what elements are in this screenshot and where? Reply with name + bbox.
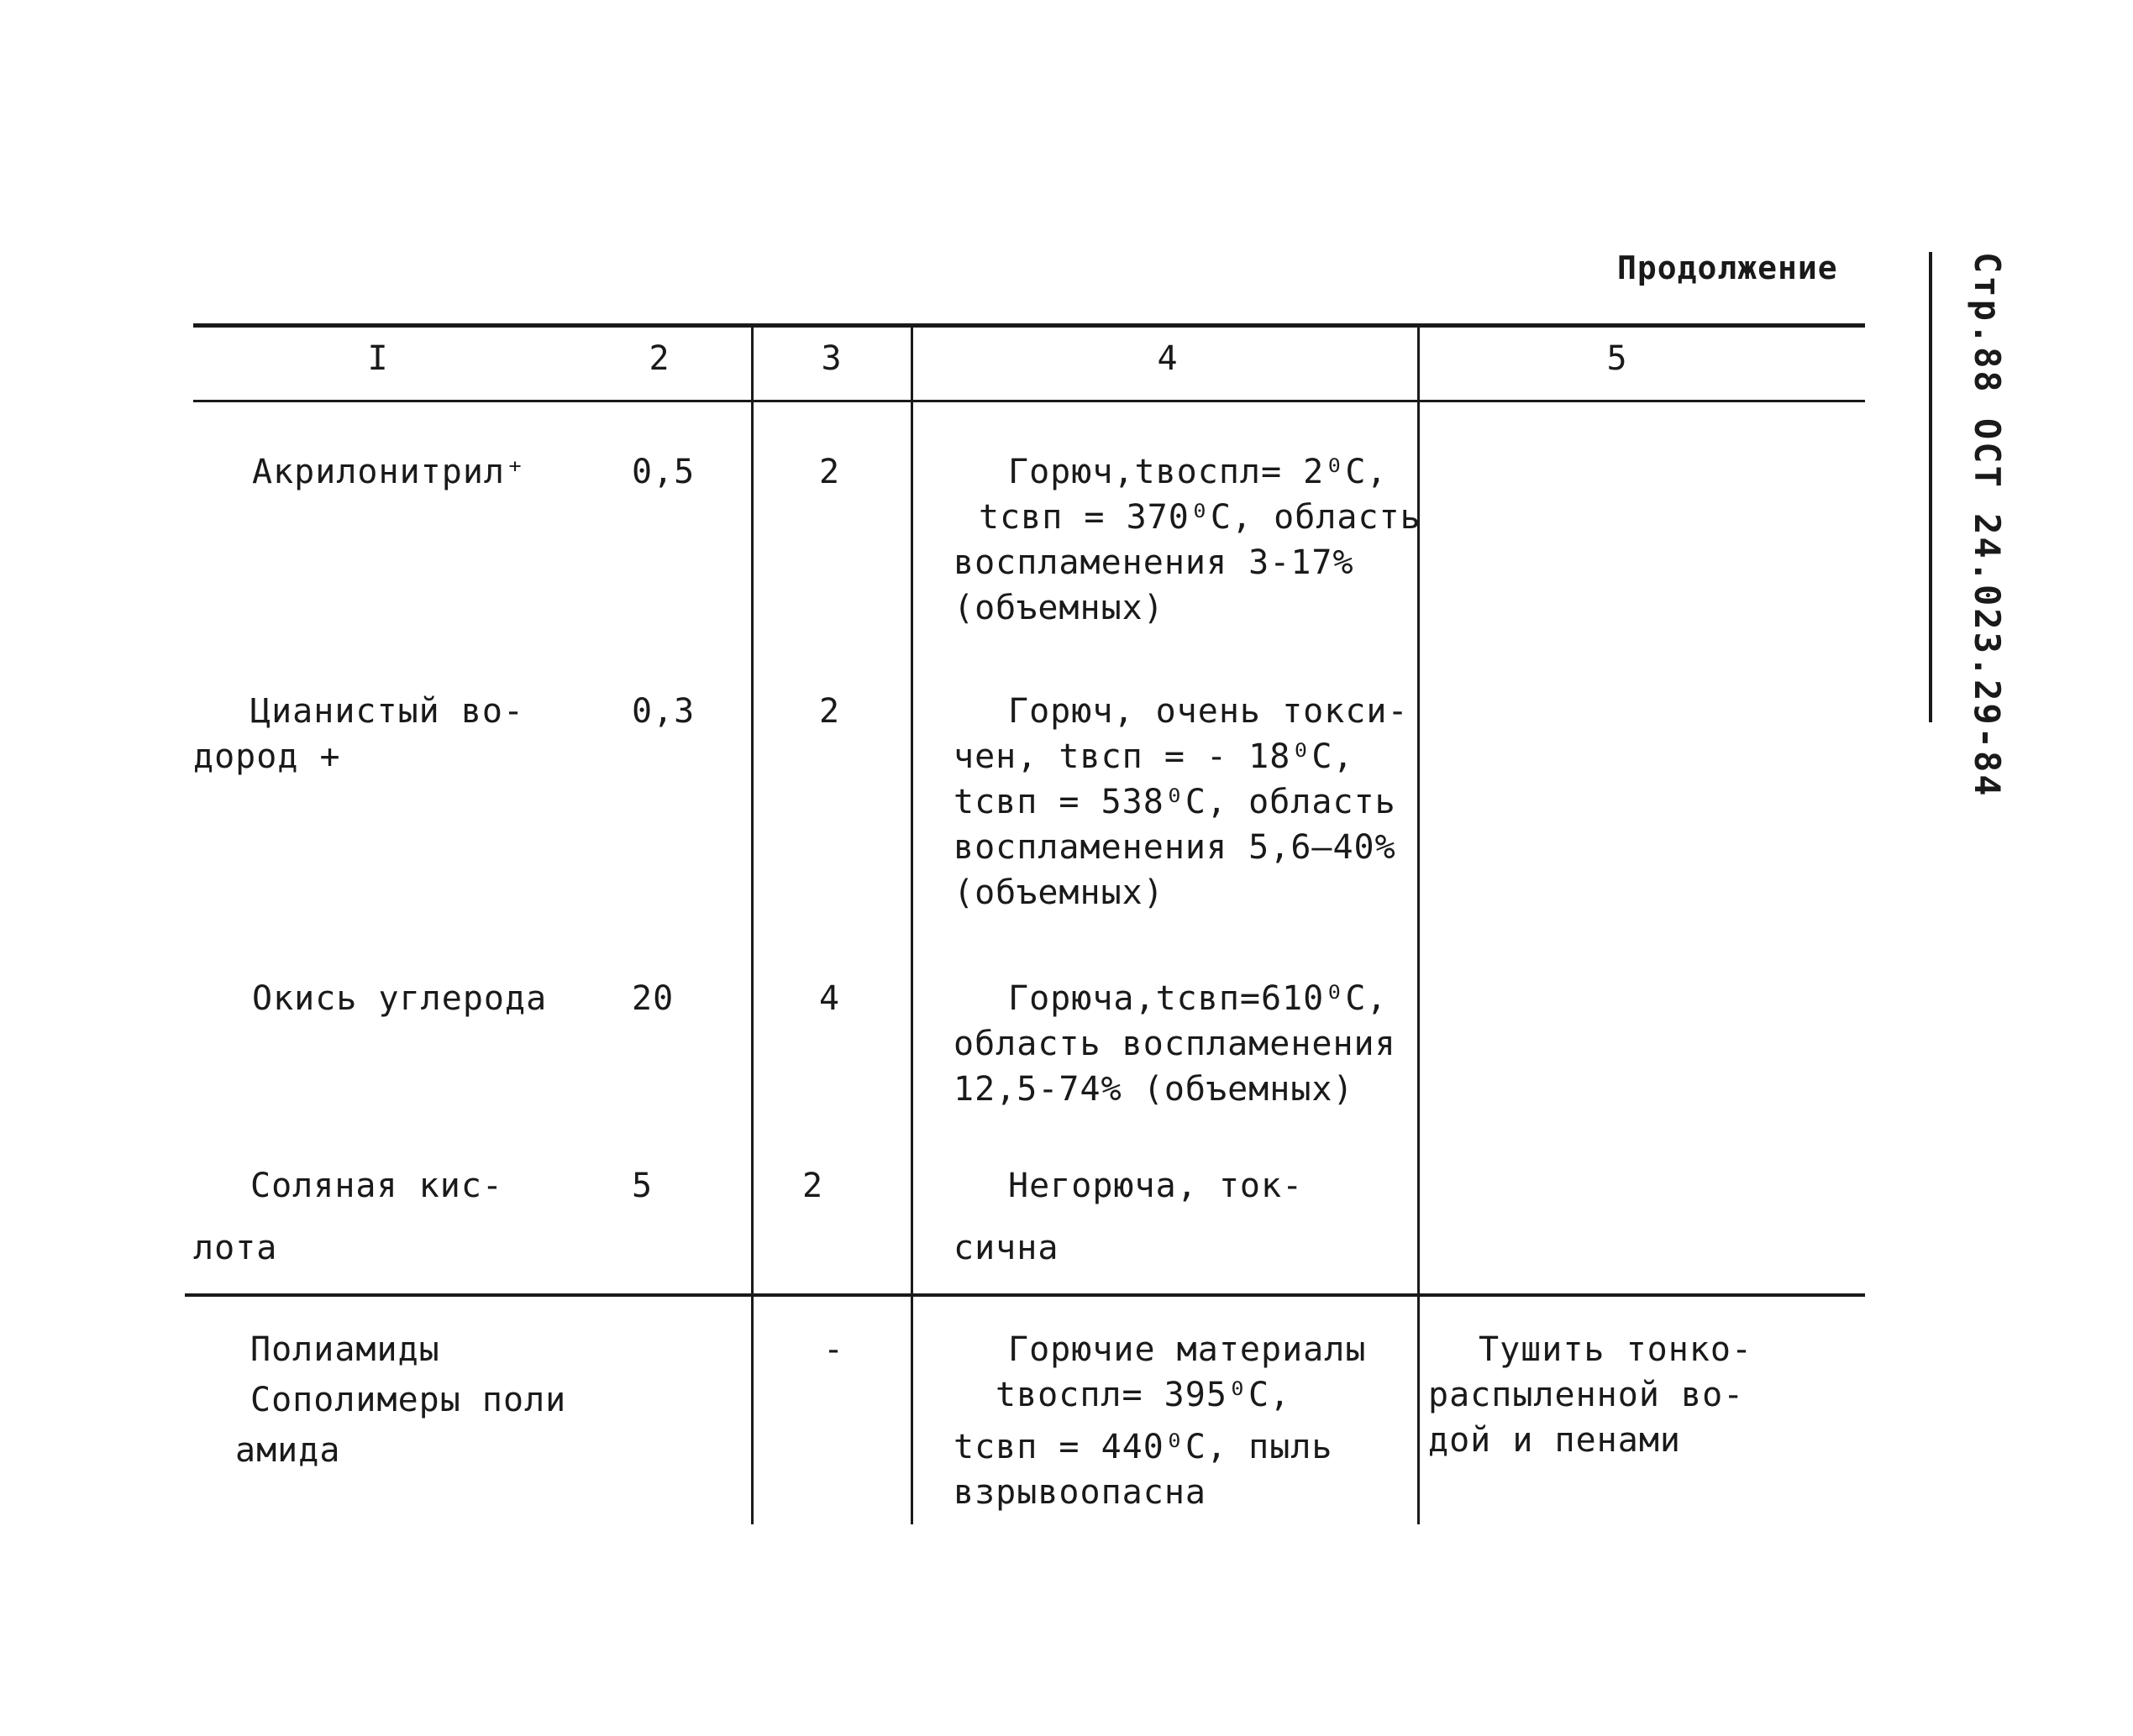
table-row-3-substance: Окись углерода bbox=[252, 979, 548, 1018]
table-group-rule bbox=[185, 1293, 1865, 1297]
column-header-3: 3 bbox=[821, 339, 843, 378]
table-row-4-substance: Соляная кис- лота bbox=[193, 1167, 503, 1267]
column-header-1: I bbox=[367, 339, 389, 378]
table-row-5-substance: Полиамиды Сополимеры поли амида bbox=[235, 1330, 567, 1470]
table-row-4-col2: 5 bbox=[632, 1167, 654, 1205]
table-row-2-col3: 2 bbox=[819, 692, 841, 731]
continuation-label: Продолжение bbox=[1617, 249, 1838, 286]
table-row-5-extinguishing: Тушить тонко- распыленной во- дой и пенами bbox=[1428, 1330, 1753, 1460]
column-header-4: 4 bbox=[1157, 339, 1179, 378]
table-row-5-col3: - bbox=[823, 1330, 845, 1369]
column-header-2: 2 bbox=[649, 339, 670, 378]
table-row-3-col2: 20 bbox=[632, 979, 675, 1018]
table-row-3-col3: 4 bbox=[819, 979, 841, 1018]
table-row-1-substance: Акрилонитрил⁺ bbox=[252, 453, 527, 491]
table-header-rule bbox=[193, 400, 1865, 402]
column-divider-4 bbox=[911, 323, 913, 1524]
column-header-5: 5 bbox=[1606, 339, 1628, 378]
table-row-2-col2: 0,3 bbox=[632, 692, 696, 731]
table-row-1-col2: 0,5 bbox=[632, 453, 696, 491]
side-rule bbox=[1929, 252, 1932, 722]
table-row-2-properties: Горюч, очень токси- чен, tвсп = - 18⁰С, tсвп = 538⁰С, область воспламенения 5,6–40% (объемных) bbox=[954, 692, 1409, 912]
table-row-1-properties: Горюч,tвоспл= 2⁰С, tсвп = 370⁰С, область воспламенения 3-17% (объемных) bbox=[954, 453, 1421, 627]
table-row-1-col3: 2 bbox=[819, 453, 841, 491]
table-row-4-col3: 2 bbox=[802, 1167, 824, 1205]
page-side-label: Стр.88 ОСТ 24.023.29-84 bbox=[1967, 252, 2008, 799]
table-row-4-properties: Негорюча, ток- сична bbox=[954, 1167, 1304, 1267]
table-row-3-properties: Горюча,tсвп=610⁰С, область воспламенения 12,5-74% (объемных) bbox=[954, 979, 1396, 1109]
table-top-rule bbox=[193, 323, 1865, 328]
table-row-5-properties: Горючие материалы tвоспл= 395⁰С, tсвп = 440⁰С, пыль взрывоопасна bbox=[954, 1330, 1367, 1512]
table-row-2-substance: Цианистый во- дород + bbox=[193, 692, 525, 776]
column-divider-3 bbox=[751, 323, 754, 1524]
